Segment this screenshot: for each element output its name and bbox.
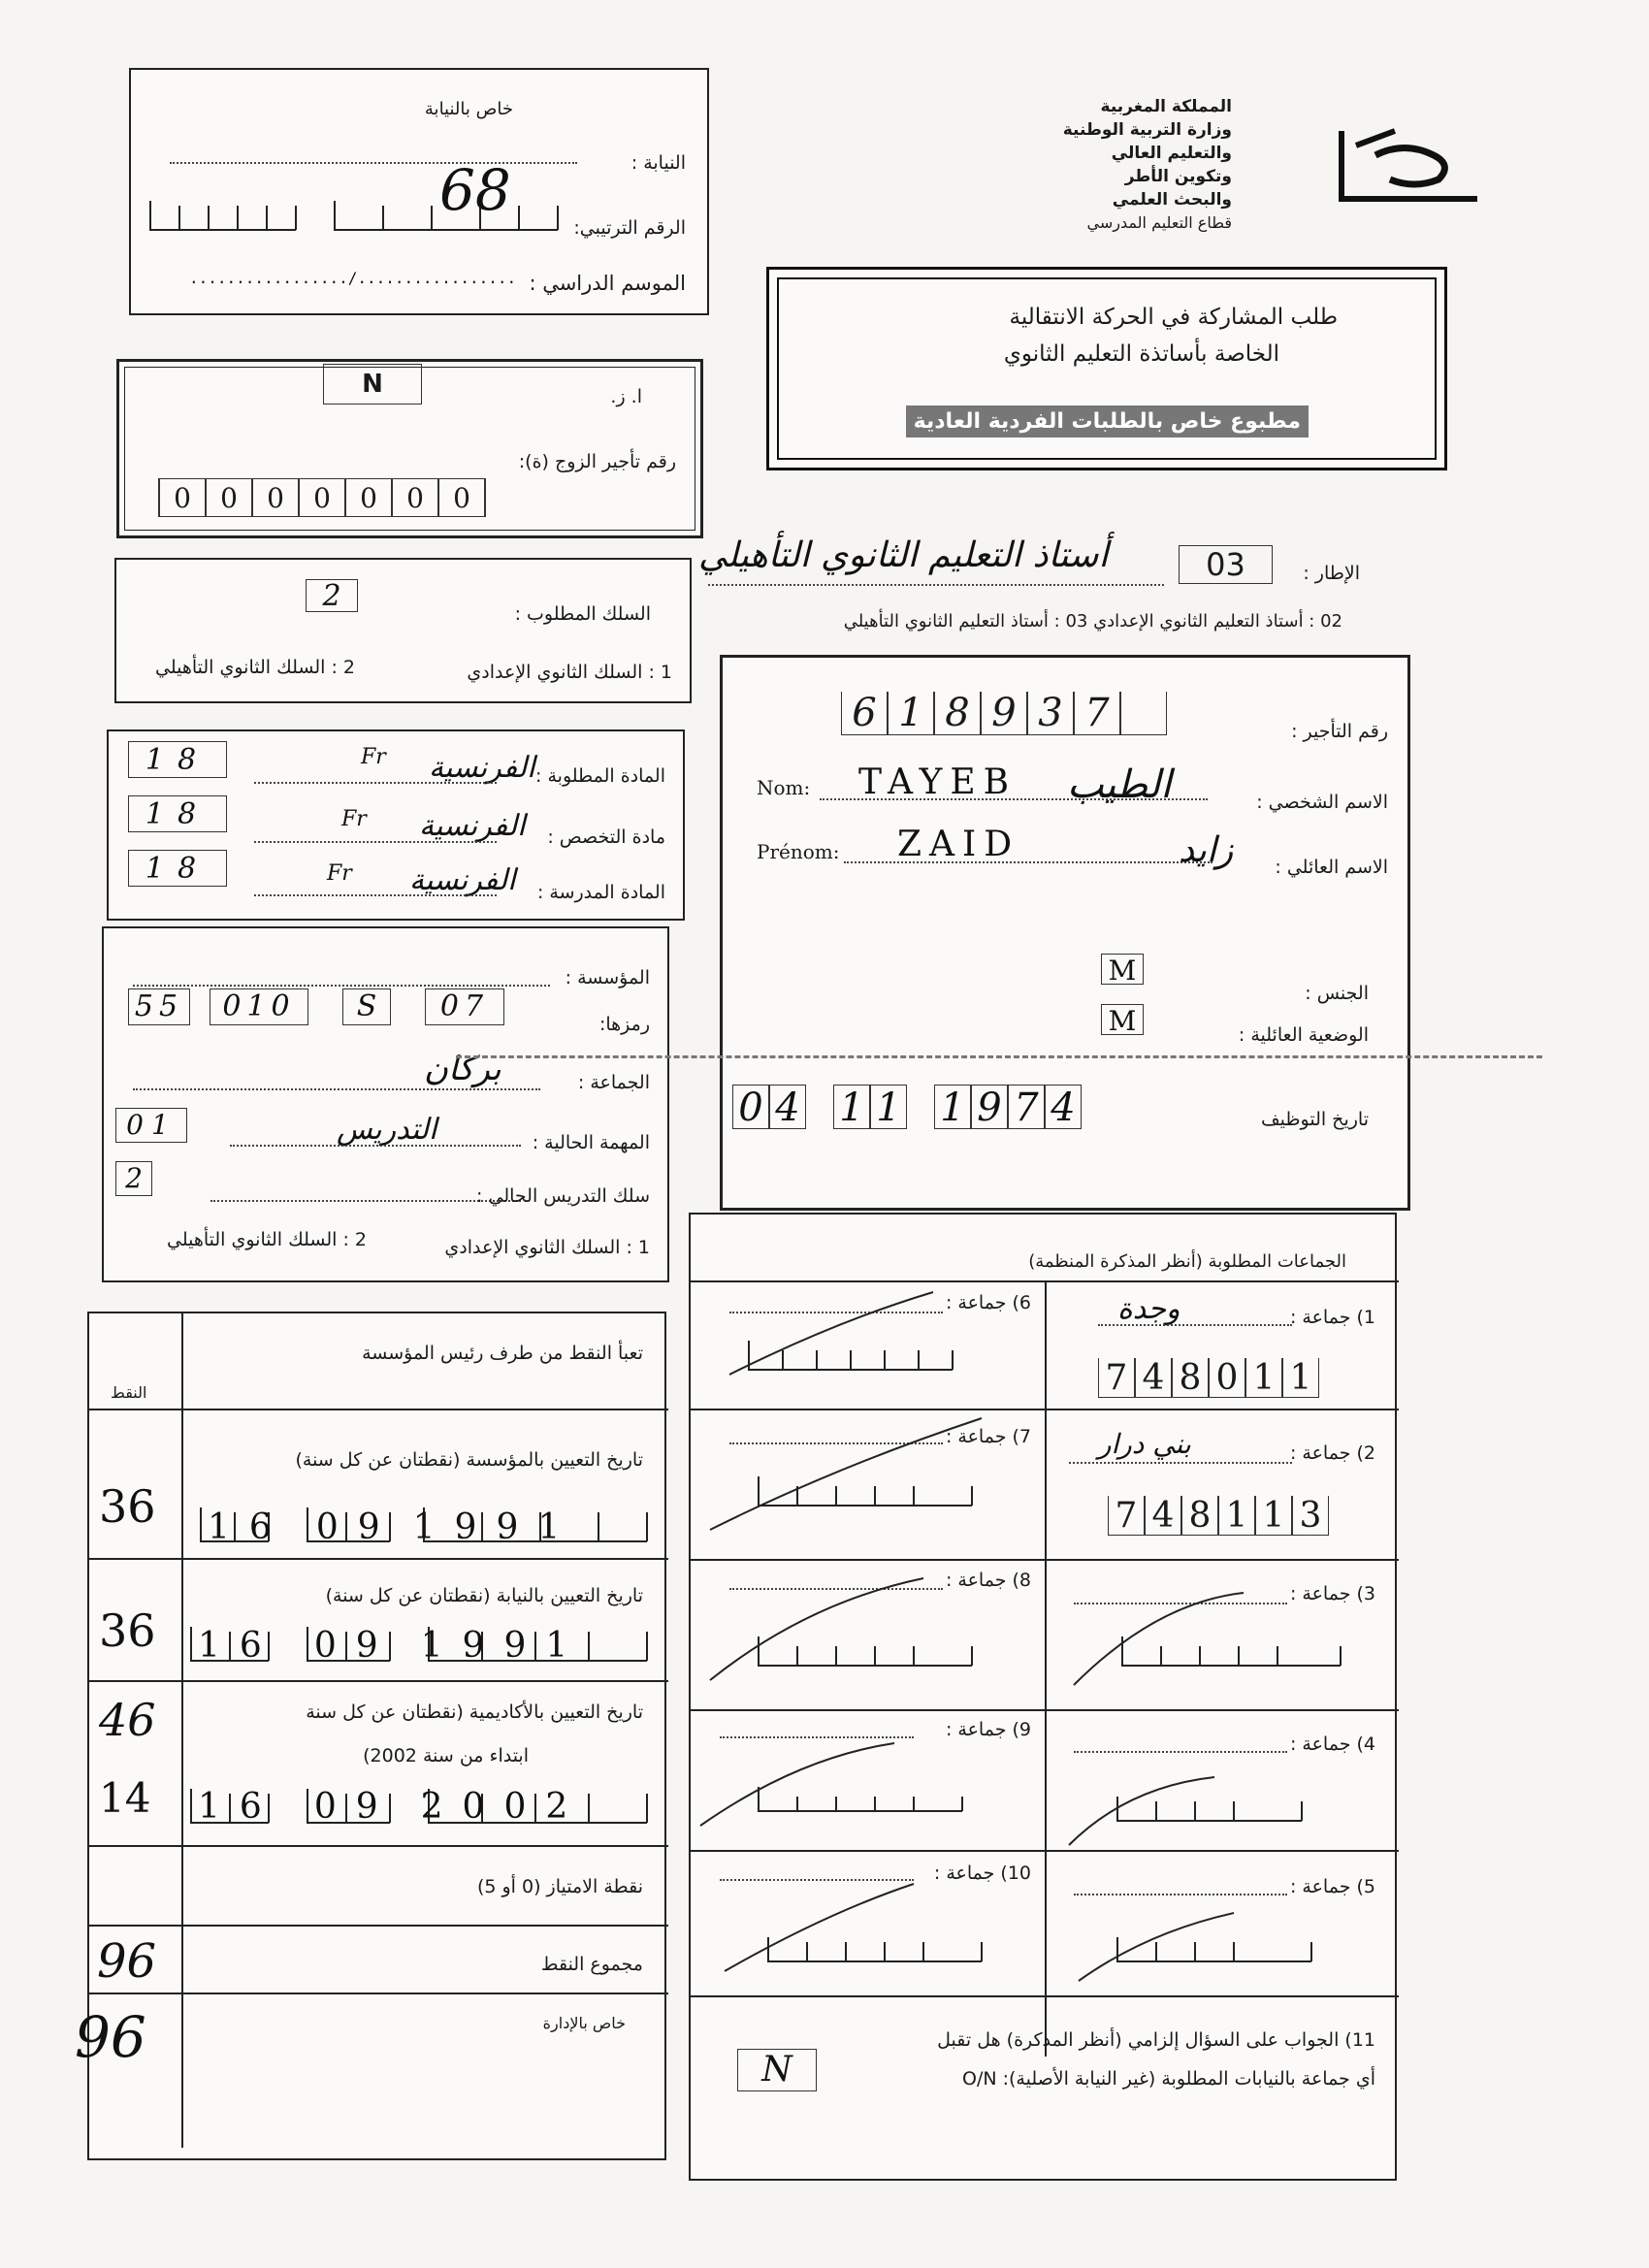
fold-line <box>456 1055 1542 1058</box>
subjects-box <box>107 729 685 921</box>
framework-options: 02 : أستاذ التعليم الثانوي الإعدادي 03 : أستاذ التعليم الثانوي التأهيلي <box>843 611 1342 632</box>
hire-date-digits[interactable] <box>732 1085 1082 1129</box>
spouse-id-digit: 0 <box>392 479 438 516</box>
q11-line2: أي جماعة بالنيابات المطلوبة (غير النيابة الأصلية): O/N <box>962 2068 1375 2090</box>
q11-line1: 11) الجواب على السؤال إلزامي (أنظر المذكرة) هل تقبل <box>937 2029 1375 2051</box>
commune-entry-label: 7) جماعة : <box>945 1426 1031 1447</box>
commune-code-digit: 8 <box>1172 1358 1209 1398</box>
firstname-ar-value: الطيب <box>1067 762 1172 807</box>
hire-date-digit: 1 <box>934 1085 971 1129</box>
row-divider <box>89 1558 668 1560</box>
subject-label: المادة المدرسة : <box>536 882 665 903</box>
row-label: تاريخ التعيين بالمؤسسة (نقطتان عن كل سنة) <box>295 1449 643 1471</box>
spouse-box <box>116 359 703 538</box>
subject-code[interactable]: 18 <box>128 850 227 887</box>
commune-code-digit: 1 <box>1282 1358 1319 1398</box>
establishment-box <box>102 926 669 1282</box>
corps-option2: 2 : السلك الثانوي التأهيلي <box>154 657 355 678</box>
hire-date-digit: 1 <box>833 1085 870 1129</box>
commune-code-digit: 1 <box>1255 1496 1292 1536</box>
spouse-id-cells[interactable] <box>158 478 486 517</box>
row-label: نقطة الامتياز (0 أو 5) <box>476 1876 643 1897</box>
payroll-label: رقم التأجير : <box>1291 721 1388 742</box>
code-label: رمزها: <box>598 1014 650 1035</box>
payroll-digits[interactable] <box>841 692 1167 735</box>
points-header-desc: تعبأ النقط من طرف رئيس المؤسسة <box>362 1343 643 1364</box>
admin-value: 96 <box>75 2004 146 2070</box>
corps-label: السلك المطلوب : <box>514 603 651 625</box>
points-header: النقط <box>111 1383 147 1402</box>
subject-value: الفرنسية <box>419 809 526 843</box>
ministry-line: وتكوين الأطر <box>1124 167 1232 186</box>
spouse-id-digit: 0 <box>438 479 485 516</box>
prenom-value: ZAID <box>897 825 1020 864</box>
subject-note: Fr <box>361 745 386 769</box>
commune-code-digit: 4 <box>1135 1358 1172 1398</box>
payroll-digit: 6 <box>841 692 888 735</box>
sex-value[interactable]: M <box>1101 954 1144 985</box>
nom-label: Nom: <box>757 776 811 799</box>
task-label: المهمة الحالية : <box>532 1132 650 1153</box>
commune-label: الجماعة : <box>577 1072 650 1093</box>
subject-value: الفرنسية <box>429 751 535 785</box>
spouse-id-digit: 0 <box>299 479 345 516</box>
establishment-code[interactable] <box>128 988 504 1025</box>
row-divider <box>89 1409 668 1410</box>
commune-entry-value: وجدة <box>1117 1292 1180 1326</box>
payroll-digit: 1 <box>888 692 934 735</box>
row-label: تاريخ التعيين بالنيابة (نقطتان عن كل سنة) <box>325 1585 643 1606</box>
corps-value[interactable] <box>306 579 358 612</box>
commune-entry-label: 8) جماعة : <box>945 1570 1031 1591</box>
current-corps-field[interactable] <box>210 1200 521 1202</box>
hire-date-digit: 4 <box>769 1085 806 1129</box>
code-part: 07 <box>425 988 504 1025</box>
points-table <box>75 1312 666 2160</box>
task-value: التدريس <box>337 1113 437 1147</box>
ministry-line: وزارة التربية الوطنية <box>1062 120 1232 140</box>
hire-date-digit: 4 <box>1045 1085 1082 1129</box>
empty-code-cells <box>691 1215 1399 2058</box>
identity-box <box>720 655 1410 1211</box>
subject-note: Fr <box>327 861 352 886</box>
ministry-logo <box>1337 126 1482 204</box>
commune-code-digit: 7 <box>1098 1358 1135 1398</box>
framework-label: الإطار : <box>1303 563 1360 584</box>
row-points: 36 <box>99 1480 156 1533</box>
subject-code[interactable]: 18 <box>128 795 227 832</box>
form-title-line3: مطبوع خاص بالطلبات الفردية العادية <box>906 405 1309 437</box>
commune-entry-label: 4) جماعة : <box>1289 1733 1375 1755</box>
commune-code-digit: 0 <box>1209 1358 1245 1398</box>
niyaba-label: النيابة : <box>630 152 686 174</box>
row-points: 46 <box>99 1694 156 1746</box>
subject-value: الفرنسية <box>409 863 516 897</box>
row-date: 16 09 1991 <box>208 1507 580 1547</box>
hire-date-digit: 0 <box>732 1085 769 1129</box>
framework-handwritten: أستاذ التعليم الثانوي التأهيلي <box>698 535 1109 575</box>
ministry-line: المملكة المغربية <box>1100 97 1232 116</box>
subject-line <box>254 894 497 896</box>
hire-date-digit: 1 <box>870 1085 907 1129</box>
communes-title: الجماعات المطلوبة (أنظر المذكرة المنظمة) <box>1028 1251 1346 1272</box>
commune-entry-label: 5) جماعة : <box>1289 1876 1375 1897</box>
current-corps-label: سلك التدريس الحالي : <box>476 1185 650 1207</box>
subject-line <box>254 841 497 843</box>
payroll-digit: 8 <box>934 692 981 735</box>
admin-label: خاص بالإدارة <box>542 2014 626 2032</box>
spouse-id-digit: 0 <box>159 479 206 516</box>
establishment-field[interactable] <box>133 985 550 987</box>
subject-code[interactable]: 18 <box>128 741 227 778</box>
row-divider <box>89 1845 668 1847</box>
establishment-label: المؤسسة : <box>565 967 650 988</box>
row-divider <box>89 1925 668 1927</box>
row-date: 16 09 1991 <box>198 1626 588 1666</box>
status-label: الوضعية العائلية : <box>1238 1024 1369 1046</box>
payroll-digit: 9 <box>981 692 1027 735</box>
corps-option1: 1 : السلك الثانوي الإعدادي <box>467 662 672 683</box>
spouse-id-digit: 0 <box>345 479 392 516</box>
code-part: 010 <box>210 988 308 1025</box>
sex-label: الجنس : <box>1305 983 1369 1004</box>
commune-entry-value: بني درار <box>1098 1428 1191 1460</box>
row-divider <box>89 1680 668 1682</box>
corps-value-text: 2 <box>322 578 341 613</box>
az-label: ا. ز. <box>610 386 642 407</box>
ministry-header <box>902 97 1310 232</box>
task-code[interactable]: 01 <box>115 1108 187 1143</box>
commune-code-digit: 4 <box>1145 1496 1181 1536</box>
rank-value: 68 <box>439 157 511 223</box>
payroll-digit: 3 <box>1027 692 1074 735</box>
current-corps-option2: 2 : السلك الثانوي التأهيلي <box>166 1229 367 1250</box>
commune-code-digit: 3 <box>1292 1496 1329 1536</box>
row-points: 96 <box>97 1934 157 1989</box>
current-corps-option1: 1 : السلك الثانوي الإعدادي <box>444 1237 650 1258</box>
hire-date-digit: 9 <box>971 1085 1008 1129</box>
commune-entry-label: 10) جماعة : <box>933 1863 1031 1884</box>
spouse-id-digit: 0 <box>252 479 299 516</box>
rank-label: الرقم الترتيبي: <box>573 217 686 239</box>
form-title-line1: طلب المشاركة في الحركة الانتقالية <box>1009 305 1338 330</box>
code-part: 55 <box>128 988 190 1025</box>
communes-box <box>689 1213 1397 2181</box>
spouse-id-digit: 0 <box>206 479 252 516</box>
points-column-divider <box>181 1313 183 2148</box>
subject-label: المادة المطلوبة : <box>535 765 665 787</box>
spouse-id-label: رقم تأجير الزوج (ة): <box>518 451 676 472</box>
corps-box <box>114 558 692 703</box>
familyname-label: الاسم العائلي : <box>1275 857 1388 878</box>
commune-entry-label: 9) جماعة : <box>945 1719 1031 1740</box>
task-field[interactable] <box>230 1145 521 1147</box>
row-divider <box>89 1993 668 1994</box>
az-value-box[interactable]: N <box>323 364 422 405</box>
row-points: 36 <box>99 1604 156 1657</box>
subject-line <box>254 782 497 784</box>
payroll-digit: 7 <box>1074 692 1120 735</box>
ministry-line: والبحث العلمي <box>1112 190 1232 210</box>
payroll-digit <box>1120 692 1167 735</box>
firstname-label: الاسم الشخصي : <box>1256 792 1388 813</box>
row-label: مجموع النقط <box>540 1954 643 1975</box>
commune-code-digit: 1 <box>1245 1358 1282 1398</box>
commune-field[interactable] <box>133 1088 540 1090</box>
commune-value: بركان <box>424 1050 501 1088</box>
commune-code-digit: 8 <box>1181 1496 1218 1536</box>
commune-entry-label: 6) جماعة : <box>945 1292 1031 1313</box>
nom-value: TAYEB <box>858 762 1018 802</box>
commune-entry-label: 3) جماعة : <box>1289 1583 1375 1604</box>
row-label: تاريخ التعيين بالأكاديمية (نقطتان عن كل سنة <box>306 1701 643 1723</box>
prosecution-box <box>129 68 709 315</box>
commune-entry-label: 1) جماعة : <box>1289 1307 1375 1328</box>
commune-entry-label: 2) جماعة : <box>1289 1442 1375 1464</box>
framework-line <box>708 584 1164 586</box>
sector-label: قطاع التعليم المدرسي <box>1086 213 1232 232</box>
form-title-box <box>766 267 1447 470</box>
commune-code-digit: 7 <box>1108 1496 1145 1536</box>
code-part: S <box>342 988 391 1025</box>
subject-note: Fr <box>341 807 367 831</box>
form-title-line2: الخاصة بأساتذة التعليم الثانوي <box>1003 341 1279 367</box>
hire-date-label: تاريخ التوظيف <box>1261 1109 1369 1130</box>
row-date: 16 09 2002 <box>198 1787 588 1827</box>
q11-answer[interactable]: N <box>737 2049 817 2091</box>
niyaba-field[interactable] <box>170 162 577 164</box>
subject-label: مادة التخصص : <box>547 826 665 848</box>
row-points-2: 14 <box>99 1774 151 1822</box>
familyname-ar-value: زايد <box>1179 830 1234 870</box>
prenom-label: Prénom: <box>757 840 840 863</box>
prosecution-title: خاص بالنيابة <box>424 99 513 119</box>
row-label-2: ابتداء من سنة 2002) <box>363 1745 529 1766</box>
season-field[interactable]: ................./................. <box>189 269 517 287</box>
commune-code-digit: 1 <box>1218 1496 1255 1536</box>
current-corps-value[interactable]: 2 <box>115 1161 152 1196</box>
status-value[interactable]: M <box>1101 1004 1144 1035</box>
hire-date-digit: 7 <box>1008 1085 1045 1129</box>
framework-code[interactable]: 03 <box>1179 545 1273 584</box>
season-label: الموسم الدراسي : <box>529 272 686 295</box>
ministry-line: والتعليم العالي <box>1111 144 1232 163</box>
